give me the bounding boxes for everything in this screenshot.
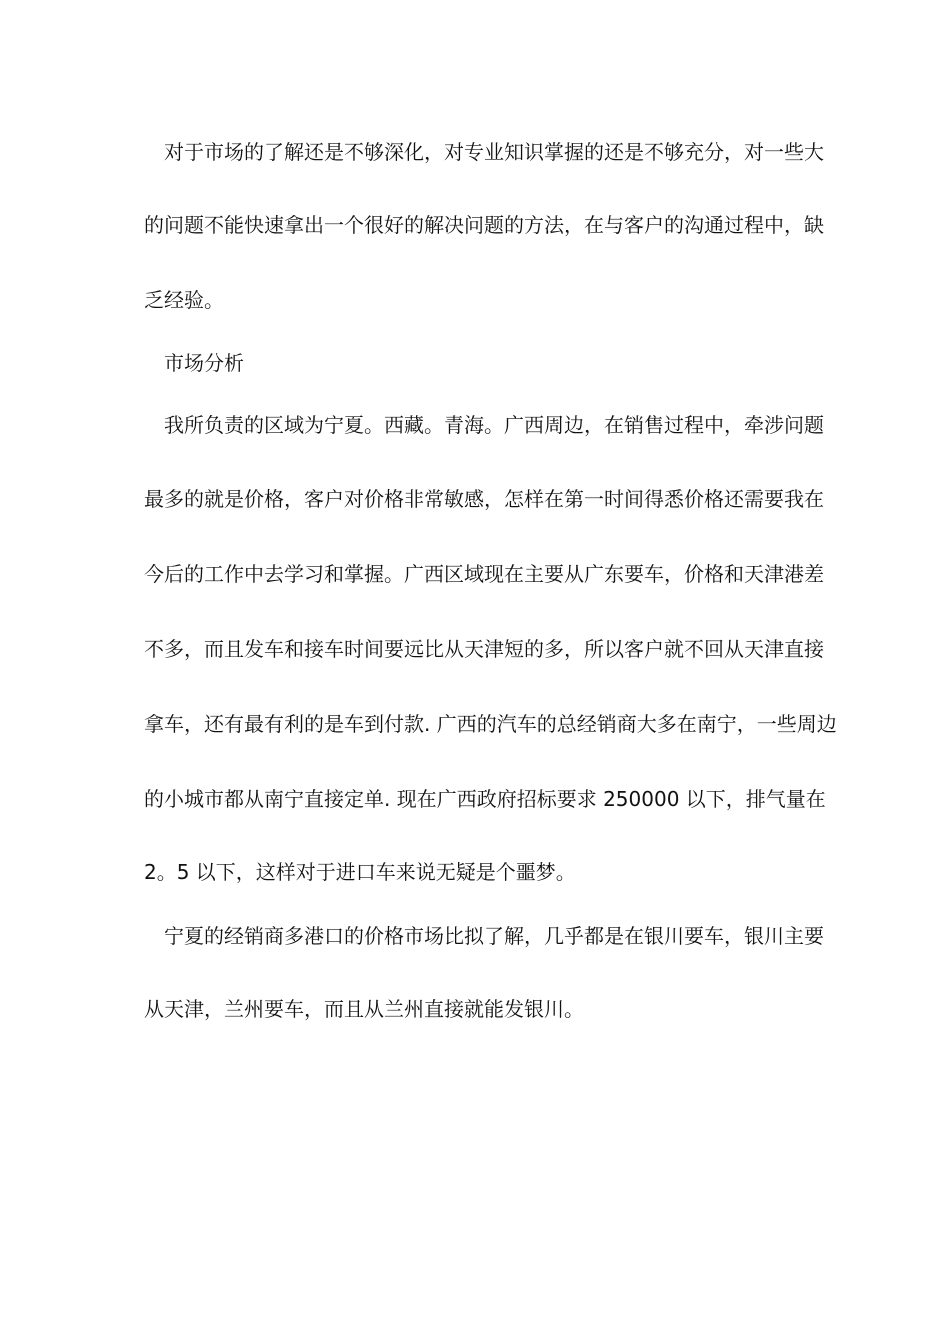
paragraph-line: 最多的就是价格，客户对价格非常敏感，怎样在第一时间得悉价格还需要我在 — [144, 487, 824, 511]
paragraph-line: 2。5 以下，这样对于进口车来说无疑是个噩梦。 — [144, 860, 576, 884]
paragraph-line: 的小城市都从南宁直接定单. 现在广西政府招标要求 250000 以下，排气量在 — [144, 787, 826, 811]
section-heading: 市场分析 — [164, 351, 244, 375]
paragraph-line: 的问题不能快速拿出一个很好的解决问题的方法，在与客户的沟通过程中，缺 — [144, 213, 824, 237]
paragraph-line: 今后的工作中去学习和掌握。广西区域现在主要从广东要车，价格和天津港差 — [144, 562, 824, 586]
paragraph-line: 不多，而且发车和接车时间要远比从天津短的多，所以客户就不回从天津直接 — [144, 637, 824, 661]
paragraph-line: 我所负责的区域为宁夏。西藏。青海。广西周边，在销售过程中，牵涉问题 — [164, 413, 824, 437]
paragraph-line: 拿车，还有最有利的是车到付款. 广西的汽车的总经销商大多在南宁，一些周边 — [144, 712, 837, 736]
paragraph-line: 宁夏的经销商多港口的价格市场比拟了解，几乎都是在银川要车，银川主要 — [164, 924, 824, 948]
paragraph-line: 乏经验。 — [144, 288, 224, 312]
paragraph-line: 对于市场的了解还是不够深化，对专业知识掌握的还是不够充分，对一些大 — [164, 140, 824, 164]
paragraph-line: 从天津，兰州要车，而且从兰州直接就能发银川。 — [144, 997, 584, 1021]
